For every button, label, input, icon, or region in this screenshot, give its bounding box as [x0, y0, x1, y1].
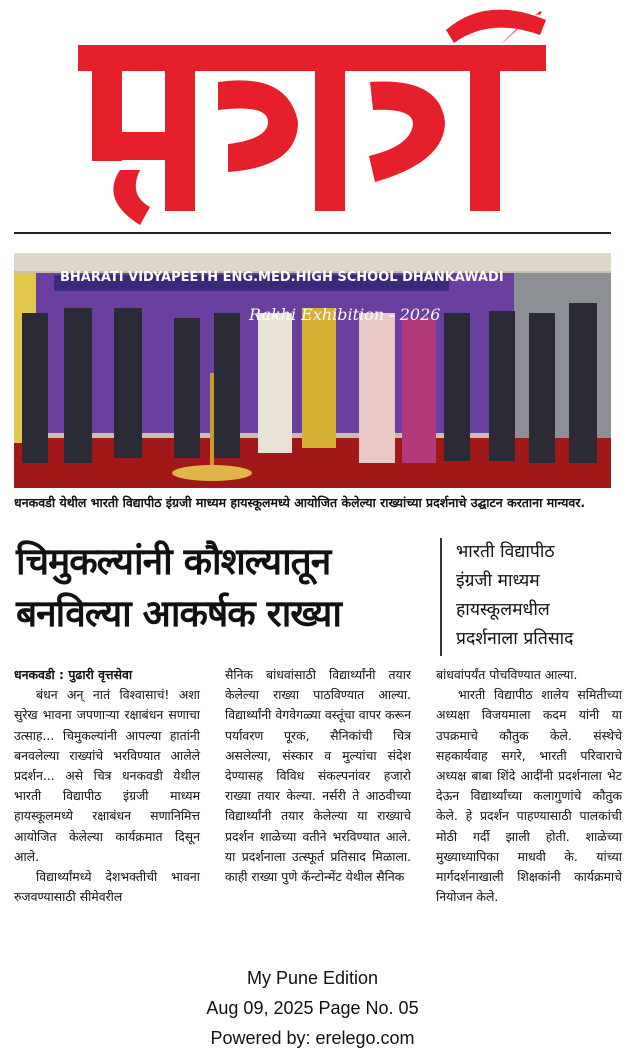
masthead-logo — [0, 0, 625, 232]
article-paragraph — [14, 867, 200, 907]
article-paragraph: सैनिक बांधवांसाठी विद्यार्थ्यांनी तयार केलेल्या राख्या पाठविण्यात आल्या. विद्यार्थ्यांनी वेगवेगळ्या वस्तूंचा वापर करून पर्यावरण पूरक, सैनिकांची चित्र असलेल्या, संस्कार व मुल्यांचा संदेश देण्यासह विविध संकल्पनांवर हजारो राख्या तयार केल्या. नर्सरी ते आठवीच्या विद्यार्थ्यांनी तयार केलेल्या या राख्याचे प्रदर्शन शाळेच्या वतीने भरविण्यात आले. या प्रदर्शनाला उत्स्फूर्त प्रतिसाद मिळाला. काही राख्या पुणे कॅन्टोन्मेंट येथील सैनिक — [225, 667, 411, 885]
subhead-line: इंग्रजी माध्यम — [456, 571, 540, 591]
photo-scene — [14, 253, 611, 488]
article-text: विद्यार्थ्यांमध्ये देशभक्तीची भावना रुजवण्यासाठी सीमेवरील — [14, 869, 200, 905]
article-paragraph — [436, 685, 622, 907]
masthead — [0, 0, 625, 232]
headline-line-1: चिमुकल्यांनी कौशल्यातून — [16, 540, 331, 583]
article-column-2 — [225, 665, 411, 887]
headline-divider — [440, 538, 442, 656]
subheadline — [456, 538, 616, 654]
article-paragraph — [14, 685, 200, 867]
powered-by-label: Powered by: erelego.com — [210, 1028, 415, 1048]
photo-caption: धनकवडी येथील भारती विद्यापीठ इंग्रजी माध्यम हायस्कूलमध्ये आयोजित केलेल्या राख्यांच्या प्रदर्शनाचे उद्घाटन करताना मान्यवर. — [14, 495, 586, 510]
news-photo — [14, 253, 611, 488]
subhead-line: हायस्कूलमधील — [456, 600, 550, 620]
edition-label: My Pune Edition — [246, 968, 379, 988]
article-column-1 — [14, 665, 200, 907]
exhibition-banner-text: Rakhi Exhibition - 2026 — [249, 305, 441, 324]
article-text: बंधन अन् नातं विश्वासाचं! अशा सुरेख भावना जपणाऱ्या रक्षाबंधन सणाचा उत्साह... चिमुकल्यांनी आपल्या हातांनी बनवलेल्या राख्यांचे भरविण्यात आलेले प्रदर्शन... असे चित्र धनकवडी येथील भारती विद्यापीठ इंग्रजी माध्यम हायस्कूलमध्ये रक्षाबंधन सणानिमित्त आयोजित केलेल्या कार्यक्रमात दिसून आले. — [14, 687, 200, 864]
masthead-rule — [14, 232, 611, 234]
article-column-3 — [436, 665, 622, 907]
subhead-line: प्रदर्शनाला प्रतिसाद — [456, 629, 574, 649]
article-text: भारती विद्यापीठ शालेय समितीच्या अध्यक्षा विजयमाला कदम यांनी या उपक्रमाचे कौतुक केले. संस्थेचे सहकार्यवाह सगरे, भारती परिवाराचे अध्यक्ष बाबा शिंदे आदींनी प्रदर्शनाला भेट देऊन विद्यार्थ्यांच्या कलागुणांचे कौतुक केले. हे प्रदर्शन पाहण्यासाठी पालकांची मोठी गर्दी झाली होती. शाळेच्या मुख्याध्यापिका माधवी के. यांच्या मार्गदर्शनाखाली शिक्षकांनी कार्यक्रमाचे नियोजन केले. — [436, 687, 622, 905]
headline-line-2: बनविल्या आकर्षक राख्या — [16, 592, 341, 635]
article-paragraph: बांधवांपर्यंत पोचविण्यात आल्या. — [436, 667, 578, 682]
school-banner-text: BHARATI VIDYAPEETH ENG.MED.HIGH SCHOOL DHANKAWADI — [60, 270, 504, 285]
dateline: धनकवडी : पुढारी वृत्तसेवा — [14, 667, 133, 682]
headline — [16, 536, 426, 640]
date-page-label: Aug 09, 2025 Page No. 05 — [206, 998, 419, 1018]
subhead-line: भारती विद्यापीठ — [456, 542, 555, 562]
